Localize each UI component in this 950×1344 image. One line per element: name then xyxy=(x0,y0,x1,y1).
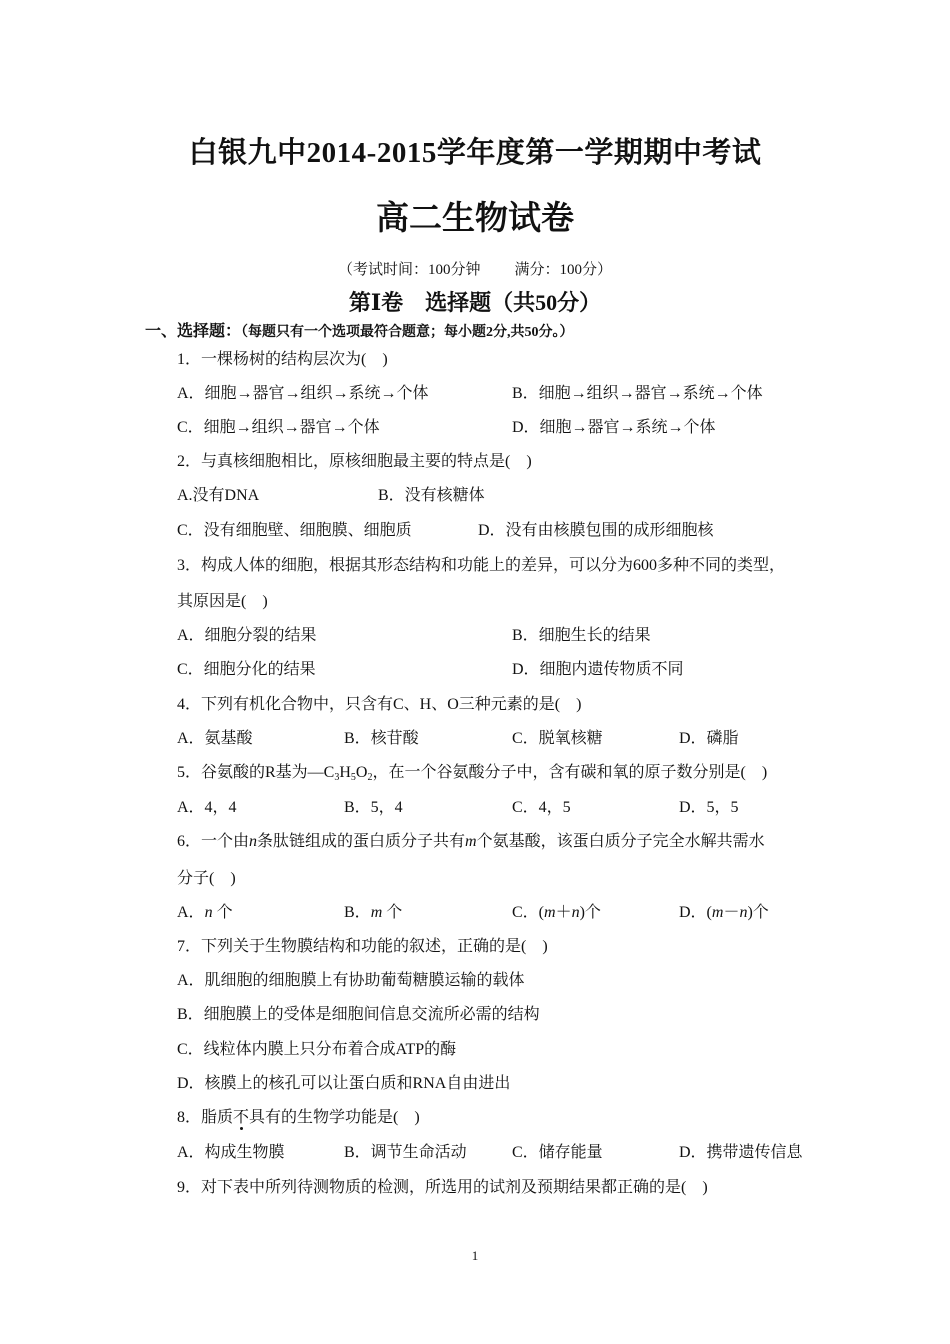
exam-info xyxy=(0,258,950,279)
q4-stem: 4．下列有机化合物中，只含有C、H、O三种元素的是( ) xyxy=(177,696,582,713)
q8-option-b: B．调节生命活动 xyxy=(344,1144,467,1161)
emphasis-dot: 不 xyxy=(233,1109,250,1126)
q5-option-a: A．4，4 xyxy=(177,799,237,816)
q8-option-c: C．储存能量 xyxy=(512,1144,603,1161)
q6-option-b: B．m 个 xyxy=(344,904,403,921)
q2-option-a: A.没有DNA xyxy=(177,487,260,504)
exam-title: 白银九中2014-2015学年度第一学期期中考试 xyxy=(188,137,762,169)
exam-time: （考试时间：100分钟 xyxy=(337,262,481,278)
q1-option-b: B．细胞→组织→器官→系统→个体 xyxy=(512,385,763,402)
q7-stem: 7．下列关于生物膜结构和功能的叙述，正确的是( ) xyxy=(177,938,548,955)
q4-option-c: C．脱氧核糖 xyxy=(512,730,603,747)
q6-stem-line1: 6．一个由n条肽链组成的蛋白质分子共有m个氨基酸，该蛋白质分子完全水解共需水 xyxy=(177,833,765,850)
q4-option-b: B．核苷酸 xyxy=(344,730,419,747)
part-heading: 第Ⅰ卷 选择题（共50分） xyxy=(348,290,602,315)
q8-stem: 8．脂质不具有的生物学功能是( ) xyxy=(177,1109,420,1126)
exam-score: 满分：100分） xyxy=(514,262,613,278)
q5-option-c: C．4，5 xyxy=(512,799,571,816)
q1-option-d: D．细胞→器官→系统→个体 xyxy=(512,419,716,436)
q2-option-c: C．没有细胞壁、细胞膜、细胞质 xyxy=(177,522,412,539)
q6-option-c: C．(m＋n)个 xyxy=(512,904,601,921)
q1-option-a: A．细胞→器官→组织→系统→个体 xyxy=(177,385,429,402)
q6-option-a: A．n 个 xyxy=(177,904,233,921)
q4-option-d: D．磷脂 xyxy=(679,730,739,747)
q9-stem: 9．对下表中所列待测物质的检测，所选用的试剂及预期结果都正确的是( ) xyxy=(177,1179,708,1196)
q3-option-c: C．细胞分化的结果 xyxy=(177,661,316,678)
section-note: （每题只有一个选项最符合题意；每小题2分,共50分。） xyxy=(241,325,574,340)
q4-option-a: A．氨基酸 xyxy=(177,730,253,747)
q5-option-d: D．5，5 xyxy=(679,799,739,816)
q6-option-d: D．(m－n)个 xyxy=(679,904,769,921)
q7-option-a: A．肌细胞的细胞膜上有协助葡萄糖膜运输的载体 xyxy=(177,972,525,989)
q2-stem: 2．与真核细胞相比，原核细胞最主要的特点是( ) xyxy=(177,453,532,470)
q7-option-c: C．线粒体内膜上只分布着合成ATP的酶 xyxy=(177,1041,457,1058)
q1-stem: 1．一棵杨树的结构层次为( ) xyxy=(177,351,388,368)
q2-option-b: B．没有核糖体 xyxy=(378,487,485,504)
q5-option-b: B．5，4 xyxy=(344,799,403,816)
exam-subtitle: 高二生物试卷 xyxy=(376,198,574,237)
q5-stem: 5．谷氨酸的R基为$—C_3H_5O_2$，在一个谷氨酸分子中，含有碳和氧的原子数分别是( ) xyxy=(177,764,768,783)
q3-stem-line2: 其原因是( ) xyxy=(177,593,268,610)
q8-option-d: D．携带遗传信息 xyxy=(679,1144,803,1161)
q7-option-b: B．细胞膜上的受体是细胞间信息交流所必需的结构 xyxy=(177,1006,540,1023)
q6-stem-line2: 分子( ) xyxy=(177,870,236,887)
q3-stem-line1: 3．构成人体的细胞，根据其形态结构和功能上的差异，可以分为600多种不同的类型， xyxy=(177,557,786,574)
q1-option-c: C．细胞→组织→器官→个体 xyxy=(177,419,380,436)
q8-option-a: A．构成生物膜 xyxy=(177,1144,285,1161)
page-number: 1 xyxy=(471,1248,479,1263)
q7-option-d: D．核膜上的核孔可以让蛋白质和RNA自由进出 xyxy=(177,1075,511,1092)
q3-option-b: B．细胞生长的结果 xyxy=(512,627,651,644)
q3-option-a: A．细胞分裂的结果 xyxy=(177,627,317,644)
section-heading xyxy=(145,318,574,341)
section-label: 一、选择题： xyxy=(145,323,242,340)
q3-option-d: D．细胞内遗传物质不同 xyxy=(512,661,684,678)
q2-option-d: D．没有由核膜包围的成形细胞核 xyxy=(478,522,714,539)
